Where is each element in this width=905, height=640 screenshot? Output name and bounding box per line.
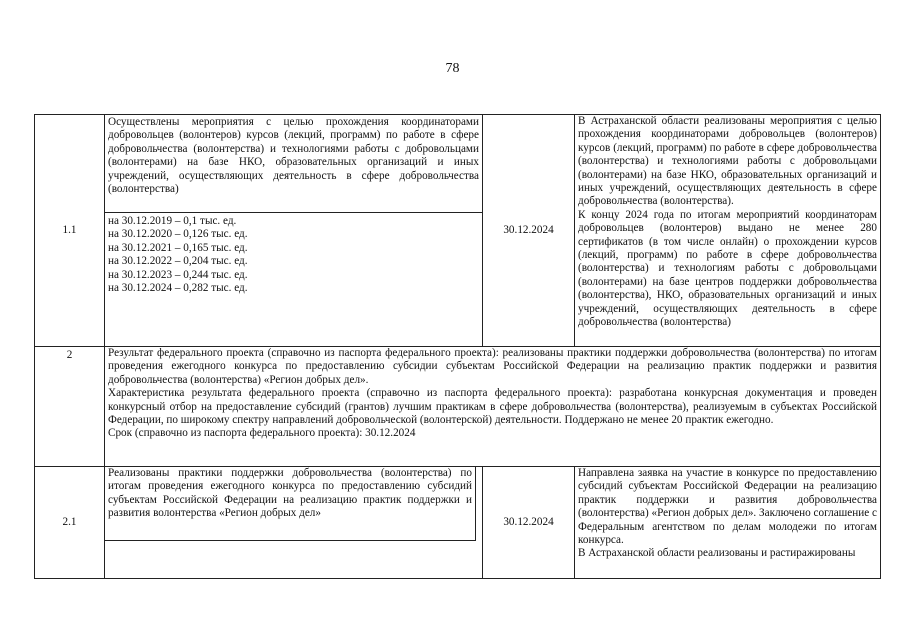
target-value: на 30.12.2024 – 0,282 тыс. ед. bbox=[108, 282, 248, 295]
federal-project-result-cell bbox=[105, 347, 881, 467]
federal-result-text: Результат федерального проекта (справочно из паспорта федерального проекта): реализованы практики поддержки добровольчества (волонтерства) по итогам проведения ежегодного конкурса по предоставлению субсидии субъектам Российской Федерации на реализацию практик поддержки и развития добровольчества (волонтерства) «Регион добрых дел». bbox=[108, 347, 877, 386]
row-number: 1.1 bbox=[35, 115, 105, 347]
result-paragraph: В Астраханской области реализованы и растиражированы bbox=[578, 547, 856, 560]
row-number: 2 bbox=[35, 347, 105, 467]
target-value: на 30.12.2019 – 0,1 тыс. ед. bbox=[108, 215, 237, 227]
target-value: на 30.12.2020 – 0,126 тыс. ед. bbox=[108, 228, 248, 241]
row-number: 2.1 bbox=[35, 467, 105, 579]
result-cell bbox=[575, 467, 881, 579]
federal-result-deadline: Срок (справочно из паспорта федерального проекта): 30.12.2024 bbox=[108, 427, 416, 440]
result-paragraph: К концу 2024 года по итогам мероприятий координаторам добровольцев (волонтеров) выдано не менее 280 сертификатов (в том числе онлайн) о прохождении курсов (лекций, программ) по работе в сфере добровольчества (волонтерства) и технологиям работы с добровольцами (волонтерами) на базе центров поддержки добровольчества (волонтерства), НКО, образовательных организаций и иных учреждений, осуществляющих деятельность в сфере добровольчества (волонтерства) bbox=[578, 208, 877, 329]
deadline-date: 30.12.2024 bbox=[483, 115, 575, 347]
table-row-2-1 bbox=[35, 467, 881, 579]
event-description: Реализованы практики поддержки добровольчества (волонтерства) по итогам проведения ежегодного конкурса по предоставлению субсидий субъектам Российской Федерации на реализацию практик поддержки и развития волонтерства «Регион добрых дел» bbox=[105, 467, 476, 541]
description-cell bbox=[105, 467, 483, 579]
result-paragraph: Направлена заявка на участие в конкурсе по предоставлению субсидий субъектам Российской Федерации на реализацию практик поддержки и развития добровольчества (волонтерства) «Регион добрых дел». Заключено соглашение с Федеральным агентством по делам молодежи по итогам конкурса. bbox=[578, 467, 877, 547]
document-table bbox=[34, 114, 881, 579]
federal-result-characteristic: Характеристика результата федерального проекта (справочно из паспорта федерального проекта): разработана конкурсная документация и проведен конкурсный отбор на предоставление субсидий (грантов) лучшим практикам в сфере добровольчества (волонтерства), реализуемым в субъектах Российской Федерации, по широкому спектру направлений добровольческой (волонтерской) деятельности. Поддержано не менее 20 практик ежегодно. bbox=[108, 387, 877, 427]
result-paragraph: В Астраханской области реализованы мероприятия с целью прохождения координаторами добровольцев (волонтеров) курсов (лекций, программ) по работе в сфере добровольчества (волонтерства) и технологиями работы с добровольцами (волонтерами) на базе НКО, образовательных организаций и иных учреждений, осуществляющих деятельность в сфере добровольчества (волонтерства). bbox=[578, 115, 877, 208]
target-value: на 30.12.2021 – 0,165 тыс. ед. bbox=[108, 241, 248, 254]
target-value: на 30.12.2022 – 0,204 тыс. ед. bbox=[108, 255, 248, 268]
target-values-list bbox=[105, 213, 482, 295]
page-number: 78 bbox=[445, 61, 460, 76]
result-cell bbox=[575, 115, 881, 347]
target-value: на 30.12.2023 – 0,244 тыс. ед. bbox=[108, 268, 248, 281]
table-row-2 bbox=[35, 347, 881, 467]
deadline-date: 30.12.2024 bbox=[483, 467, 575, 579]
description-cell bbox=[105, 115, 483, 347]
event-description: Осуществлены мероприятия с целью прохождения координаторами добровольцев (волонтеров) курсов (лекций, программ) по работе в сфере добровольчества (волонтерства) и технологиями работы с добровольцами (волонтерами) на базе НКО, образовательных организаций и иных учреждений, осуществляющих деятельность в сфере добровольчества (волонтерства) bbox=[105, 115, 482, 213]
table-row-1-1 bbox=[35, 115, 881, 347]
